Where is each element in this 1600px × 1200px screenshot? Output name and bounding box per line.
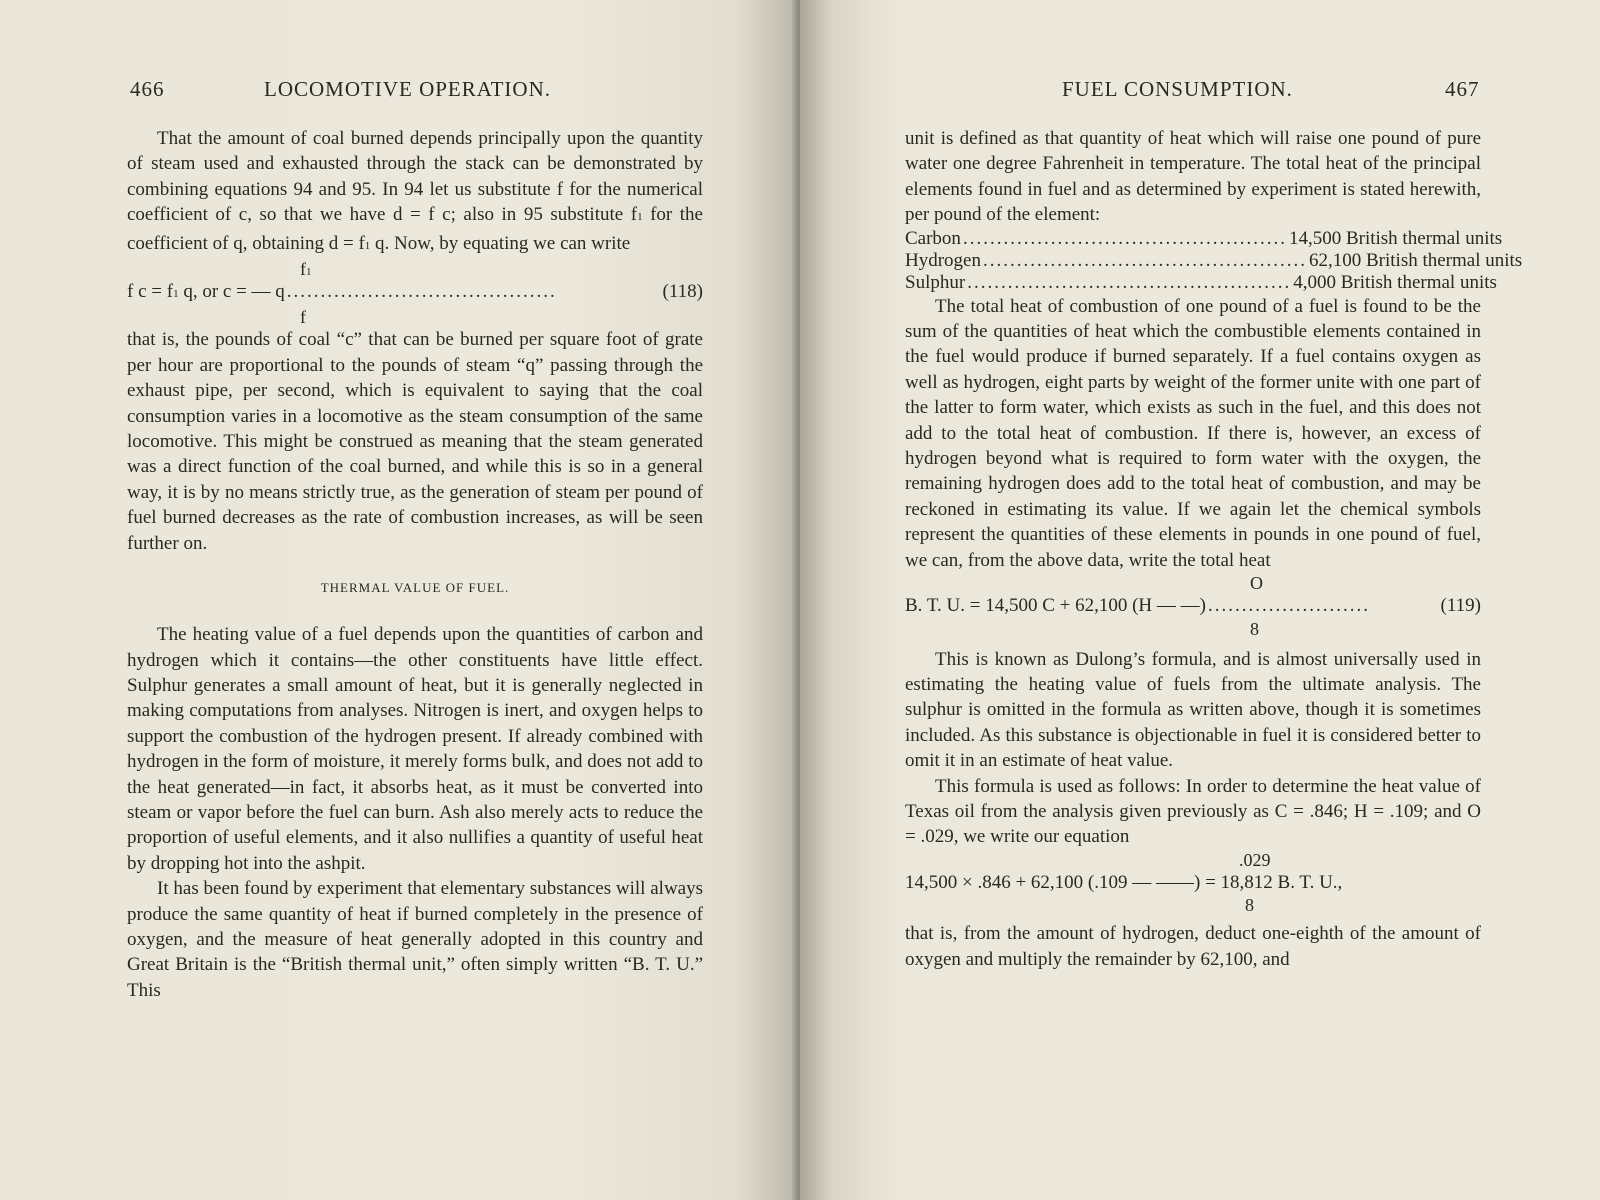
page-number-left: 466 [130, 77, 165, 101]
running-head-left: LOCOMOTIVE OPERATION. [264, 77, 551, 101]
equation-denominator: 8 [1250, 618, 1259, 639]
paragraph: The heating value of a fuel depends upon the quantities of carbon and hydrogen which it contains—the other constituents have little effect. Sulphur generates a small amount of heat, but it is generally neglected in making computations from analyses. Nitrogen is inert, and oxygen helps to support the combustion of the hydrogen present. If already combined with hydrogen in the form of moisture, it merely forms bulk, and does not add to the heat generated—in fact, it absorbs heat, as it must be converted into steam or vapor before the fuel can burn. Ash also merely acts to reduce the proportion of useful elements, and it also nullifies a quantity of useful heat by dropping hot into the ashpit. [127, 624, 703, 874]
paragraph: That the amount of coal burned depends principally upon the quantity of steam used and exhausted through the stack can be demonstrated by combining equations 94 and 95. In 94 let us substitute f for the numerical coefficient of c, so that we have d = f c; also in 95 substitute f1 for the coefficient of q, obtaining d = f1 q. Now, by equating we can write [127, 128, 703, 254]
equation-expression: B. T. U. = 14,500 C + 62,100 (H — —) [905, 595, 1206, 617]
section-title: THERMAL VALUE OF FUEL. [320, 580, 510, 596]
equation-example [905, 850, 1481, 915]
heat-table [905, 227, 1523, 294]
equation-numerator: .029 [1239, 849, 1271, 870]
paragraph: unit is defined as that quantity of heat which will raise one pound of pure water one degree Fahrenheit in temperature. The total heat of the principal elements found in fuel and as determined by experiment is stated herewith, per pound of the element: [905, 128, 1481, 226]
paragraph: This formula is used as follows: In order to determine the heat value of Texas oil from the analysis given previously as C = .846; H = .109; and O = .029, we write our equation [905, 775, 1481, 848]
dot-leader: ........................................ [286, 281, 557, 303]
equation-denominator: 8 [1245, 895, 1254, 916]
equation-numerator: O [1250, 573, 1263, 594]
equation-denominator: f [300, 307, 306, 328]
page-number-right: 467 [1445, 77, 1480, 101]
paragraph: It has been found by experiment that elementary substances will always produce the same quantity of heat if burned completely in the presence of oxygen, and the measure of heat generally adopted in this country and Great Britain is the “British thermal unit,” often simply written “B. T. U.” This [127, 878, 703, 1001]
left-text-column [127, 126, 703, 1003]
dot-leader: ........................ [1207, 595, 1370, 617]
running-head-right: FUEL CONSUMPTION. [1062, 77, 1293, 101]
paragraph: that is, the pounds of coal “c” that can be burned per square foot of grate per hour are proportional to the pounds of steam “q” passing through the exhaust pipe, per second, which is equivalent to saying that the coal consumption varies in a locomotive as the steam consumption of the same locomotive. This might be construed as meaning that the steam generated was a direct function of the coal burned, and while this is so in a general way, it is by no means strictly true, as the generation of steam per pound of fuel burned decreases as the rate of combustion increases, as will be seen further on. [127, 329, 703, 554]
table-row: Carbon ................................................ 14,500 British thermal units [905, 227, 1503, 249]
equation-118 [127, 259, 703, 327]
right-text-column [905, 126, 1523, 972]
paragraph: This is known as Dulong’s formula, and is almost universally used in estimating the heating value of fuels from the ultimate analysis. The sulphur is omitted in the formula as written above, though it is sometimes included. As this substance is objectionable in fuel it is considered better to omit it in an estimate of heat value. [905, 648, 1481, 772]
equation-lhs: f c = f1 q, or c = — q [127, 281, 285, 303]
equation-119 [905, 573, 1481, 638]
equation-number: (118) [662, 281, 703, 303]
paragraph: that is, from the amount of hydrogen, deduct one-eighth of the amount of oxygen and multiply the remainder by 62,100, and [905, 923, 1481, 970]
table-row: Sulphur ................................................ 4,000 British thermal units [905, 271, 1497, 293]
right-page [800, 0, 1600, 1200]
equation-expression: 14,500 × .846 + 62,100 (.109 — ——) = 18,812 B. T. U., [905, 871, 1343, 893]
paragraph: The total heat of combustion of one pound of a fuel is found to be the sum of the quantities of heat which the combustible elements contained in the fuel would produce if burned separately. If a fuel contains oxygen as well as hydrogen, eight parts by weight of the former unite with one part of the latter to form water, which exists as such in the fuel, and this does not add to the total heat of combustion. If there is, however, an excess of hydrogen beyond what is required to form water with the oxygen, the remaining hydrogen does add to the total heat of combustion, and may be reckoned in estimating its value. If we again let the chemical symbols represent the quantities of these elements in pounds in one pound of fuel, we can, from the above data, write the total heat [905, 295, 1481, 571]
equation-numerator: f1 [300, 259, 312, 280]
equation-number: (119) [1440, 595, 1481, 617]
table-row: Hydrogen ................................................ 62,100 British thermal units [905, 249, 1523, 271]
